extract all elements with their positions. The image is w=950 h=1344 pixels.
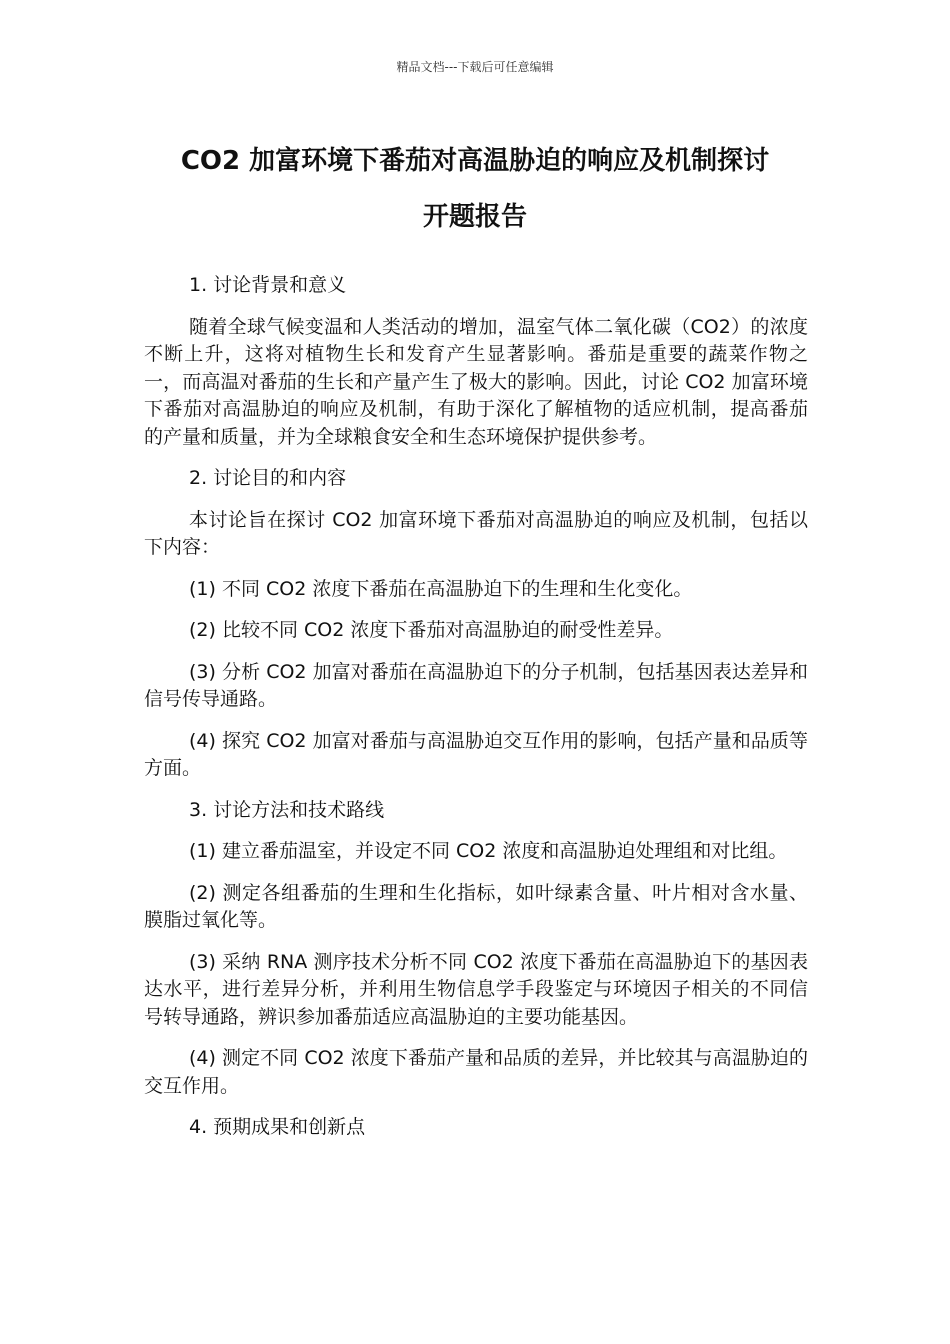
section-1-paragraph: 随着全球气候变温和人类活动的增加，温室气体二氧化碳（CO2）的浓度不断上升，这将对植物生长和发育产生显著影响。番茄是重要的蔬菜作物之一，而高温对番茄的生长和产量产生了极大的影响。因此，讨论 CO2 加富环境下番茄对高温胁迫的响应及机制，有助于深化了解植物的适应机制，提高番茄的产量和质量，并为全球粮食安全和生态环境保护提供参考。	[144, 315, 808, 448]
section-3-item-4: (4) 测定不同 CO2 浓度下番茄产量和品质的差异，并比较其与高温胁迫的交互作用。	[144, 1047, 808, 1097]
section-heading-1: 1. 讨论背景和意义	[189, 274, 347, 296]
section-3-item-3: (3) 采纳 RNA 测序技术分析不同 CO2 浓度下番茄在高温胁迫下的基因表达水平，进行差异分析，并利用生物信息学手段鉴定与环境因子相关的不同信号转导通路，辨识参加番茄适应高温胁迫的主要功能基因。	[144, 950, 808, 1028]
section-2-item-1: (1) 不同 CO2 浓度下番茄在高温胁迫下的生理和生化变化。	[189, 577, 693, 600]
section-2-paragraph: 本讨论旨在探讨 CO2 加富环境下番茄对高温胁迫的响应及机制，包括以下内容：	[144, 508, 808, 558]
section-heading-2: 2. 讨论目的和内容	[189, 467, 347, 489]
document-body	[144, 272, 808, 1156]
section-2-item-2: (2) 比较不同 CO2 浓度下番茄对高温胁迫的耐受性差异。	[189, 619, 674, 641]
section-heading-3: 3. 讨论方法和技术路线	[189, 798, 385, 821]
header-note: 精品文档---下载后可任意编辑	[396, 60, 554, 74]
section-2-item-3: (3) 分析 CO2 加富对番茄在高温胁迫下的分子机制，包括基因表达差异和信号传导通路。	[144, 660, 808, 710]
section-3-item-2: (2) 测定各组番茄的生理和生化指标，如叶绿素含量、叶片相对含水量、膜脂过氧化等。	[144, 881, 808, 931]
section-2-item-4: (4) 探究 CO2 加富对番茄与高温胁迫交互作用的影响，包括产量和品质等方面。	[144, 729, 808, 779]
section-3-item-1: (1) 建立番茄温室，并设定不同 CO2 浓度和高温胁迫处理组和对比组。	[189, 840, 788, 862]
document-subtitle: 开题报告	[422, 202, 527, 232]
section-heading-4: 4. 预期成果和创新点	[189, 1116, 366, 1138]
document-title: CO2 加富环境下番茄对高温胁迫的响应及机制探讨	[180, 146, 770, 176]
